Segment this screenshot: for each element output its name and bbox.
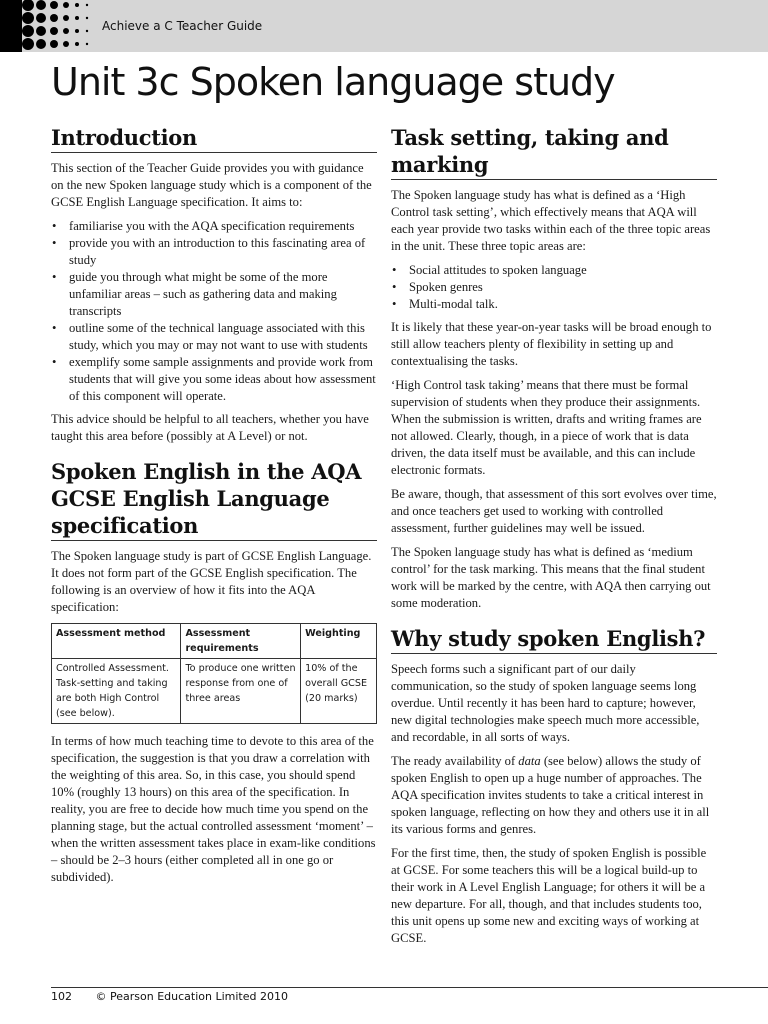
table-header: Assessment requirements (181, 624, 301, 659)
footer-divider (51, 987, 768, 988)
list-item: • Spoken genres (391, 279, 717, 296)
first-time-paragraph: For the first time, then, the study of spoken English is possible at GCSE. For some teachers this will be a logical build-up to their work in A Level English Language; for others it will be a new departure. For all, though, and that includes students too, this unit opens up some new and exciting ways of working at GCSE. (391, 846, 707, 945)
list-item: • guide you through what might be some of the more unfamiliar areas – such as gathering data and making transcripts (51, 269, 377, 320)
flexibility-paragraph: It is likely that these year-on-year tasks will be broad enough to still allow teachers plenty of flexibility in setting up and contextualising the tasks. (391, 320, 712, 368)
assessment-table (51, 623, 377, 724)
teaching-time-paragraph: In terms of how much teaching time to devote to this area of the specification, the suggestion is that you draw a correlation with the weighting of this area. So, in this case, you should spend 10% (roughly 13 hours) on this area of the specification. In reality, you are free to decide how much time you spend on the planning stage, but the actual controlled assessment ‘moment’ – when the written assessment takes place in exam-like conditions – should be 2–3 hours (either completed all in one go or subdivided). (51, 734, 376, 884)
list-item: • familiarise you with the AQA specification requirements (51, 218, 377, 235)
list-item: • outline some of the technical language associated with this study, which you may or may not want to use with students (51, 320, 377, 354)
page-title: Unit 3c Spoken language study (51, 60, 615, 104)
task-setting-paragraph: The Spoken language study has what is defined as a ‘High Control task setting’, which effectively means that AQA will each year provide two tasks within each of the three topic areas in the unit. These three topic areas are: (391, 188, 711, 253)
why-study-paragraph: Speech forms such a significant part of our daily communication, so the study of spoken language seems long overdue. Until recently it has been hard to capture; however, new digital technologies make speech much more accessible, and recordable, in all sorts of ways. (391, 662, 700, 744)
guidelines-paragraph: Be aware, though, that assessment of this sort evolves over time, and once teachers get used to working with controlled assessment, further guidelines may well be issued. (391, 487, 717, 535)
spoken-english-heading: Spoken English in the AQA GCSE English Language specification (51, 458, 377, 541)
intro-paragraph: This section of the Teacher Guide provides you with guidance on the new Spoken language study which is a component of the GCSE English Language specification. It aims to: (51, 161, 372, 209)
page-number: 102 (51, 990, 72, 1003)
left-column (51, 124, 377, 893)
header-bar (0, 0, 768, 52)
topic-areas-list (391, 262, 717, 313)
running-head: Achieve a C Teacher Guide (102, 19, 263, 33)
why-study-heading: Why study spoken English? (391, 625, 717, 654)
footer (51, 990, 288, 1003)
table-row (52, 659, 377, 724)
table-cell: 10% of the overall GCSE (20 marks) (301, 659, 377, 724)
task-taking-paragraph: ‘High Control task taking’ means that there must be formal supervision of students when they produce their assignments. When the submission is written, drafts and writing frames are not allowed. Clearly, though, in a piece of work that is data driven, the data itself must be available, and this can include electronic formats. (391, 378, 702, 477)
table-header: Weighting (301, 624, 377, 659)
right-column (391, 124, 717, 954)
list-item: • provide you with an introduction to this fascinating area of study (51, 235, 377, 269)
intro-closing-paragraph: This advice should be helpful to all teachers, whether you have taught this area before (possibly at A Level) or not. (51, 412, 369, 443)
table-cell: Controlled Assessment. Task-setting and taking are both High Control (see below). (52, 659, 181, 724)
introduction-heading: Introduction (51, 124, 377, 153)
list-item: • exemplify some sample assignments and provide work from students that will give you some ideas about how assessment of this component will operate. (51, 354, 377, 405)
task-marking-paragraph: The Spoken language study has what is defined as ‘medium control’ for the task marking. This means that the final student work will be marked by the centre, with AQA then carrying out some moderation. (391, 545, 711, 610)
table-header: Assessment method (52, 624, 181, 659)
task-setting-heading: Task setting, taking and marking (391, 124, 717, 180)
aims-list (51, 218, 377, 405)
copyright: © Pearson Education Limited 2010 (95, 990, 288, 1003)
spoken-english-paragraph: The Spoken language study is part of GCSE English Language. It does not form part of the GCSE English specification. The following is an overview of how it fits into the AQA specification: (51, 549, 372, 614)
table-cell: To produce one written response from one of three areas (181, 659, 301, 724)
list-item: • Social attitudes to spoken language (391, 262, 717, 279)
halftone-dots-graphic (0, 0, 92, 52)
list-item: • Multi-modal talk. (391, 296, 717, 313)
table-header-row (52, 624, 377, 659)
data-paragraph: The ready availability of data (see below) allows the study of spoken English to open up a huge number of approaches. The AQA specification invites students to take a critical interest in spoken language, reflecting on how they and others use it in all its various forms and genres. (391, 754, 710, 836)
